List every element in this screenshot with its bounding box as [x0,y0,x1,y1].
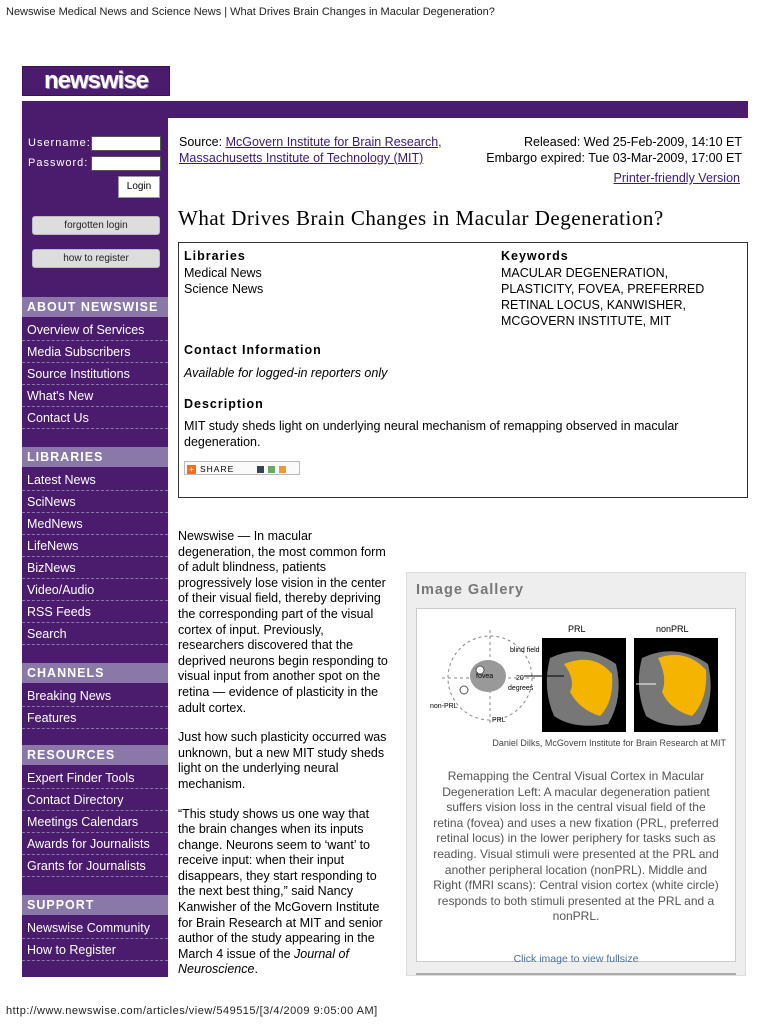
about-section-heading: ABOUT NEWSWISE [22,297,168,317]
caption-line: suffers vision loss in the central visual field of the [446,800,706,815]
source-label: Source: [179,135,223,149]
body-p3-line: Kanwisher of the McGovern Institute [178,900,380,915]
nonprl-stimulus-circle [460,686,468,694]
gallery-figure[interactable] [424,618,730,734]
body-p1-line: deprived neurons begin responding to [178,653,388,668]
caption-line: nonPRL. [552,909,600,924]
page-title-bar: Newswise Medical News and Science News | What Drives Brain Changes in Macular Degeneration? [6,6,495,18]
source-line [179,134,442,150]
body-p1-line: cortex of input. Previously, [178,622,324,637]
body-p3-last-line [178,947,398,963]
nav-whats-new[interactable]: What's New [22,385,168,407]
body-p1-line: the corresponding part of the visual [178,606,374,621]
libraries-section-heading: LIBRARIES [22,447,168,467]
view-fullsize-link[interactable]: Click image to view fullsize [513,953,639,965]
nonprl-scan-label: nonPRL [656,624,689,634]
share-plus-icon: + [187,465,196,474]
body-last-prefix: March 4 issue of the [178,946,295,961]
nav-search[interactable]: Search [22,623,168,645]
body-p3-line: for Brain Research at MIT and senior [178,915,383,930]
nav-overview-of-services[interactable]: Overview of Services [22,319,168,341]
description-line-1: MIT study sheds light on underlying neural mechanism of remapping observed in macular [184,419,679,433]
nav-video-audio[interactable]: Video/Audio [22,579,168,601]
nav-latest-news[interactable]: Latest News [22,469,168,491]
social-icon-2 [268,466,275,473]
nav-contact-us[interactable]: Contact Us [22,407,168,429]
nav-biznews[interactable]: BizNews [22,557,168,579]
libraries-label: Libraries [184,249,246,263]
body-p1-line: progressively lose vision in the center [178,575,386,590]
body-last-period: . [254,962,258,977]
keywords-line-4: MCGOVERN INSTITUTE, MIT [501,314,672,328]
body-p1-line: researchers discovered that the [178,638,354,653]
keywords-label: Keywords [501,249,569,263]
body-p2-line: Just how such plasticity occurred was [178,730,387,745]
nav-grants-for-journalists[interactable]: Grants for Journalists [22,855,168,877]
source-institution-link[interactable]: McGovern Institute for Brain Research, [225,135,442,149]
nav-how-to-register[interactable]: How to Register [22,939,168,961]
body-p3-line: disappears, they start responding to [178,868,377,883]
journal-name-part1: Journal of [294,946,349,961]
nav-expert-finder-tools[interactable]: Expert Finder Tools [22,767,168,789]
body-paragraph-1 [178,529,398,716]
keywords-line-2: PLASTICITY, FOVEA, PREFERRED [501,282,705,296]
resources-section-heading: RESOURCES [22,745,168,765]
released-date: Released: Wed 25-Feb-2009, 14:10 ET [524,135,742,149]
journal-name-part2: Neuroscience [178,962,255,977]
body-p1-line: retina — evidence of plasticity in the [178,684,379,699]
body-p2-line: light on the underlying neural [178,761,339,776]
description-line-2: degeneration. [184,435,261,449]
page-url-footer: http://www.newswise.com/articles/view/549515/[3/4/2009 9:05:00 AM] [6,1005,378,1017]
keywords-line-1: MACULAR DEGENERATION, [501,266,669,280]
caption-line: reading. Visual stimuli were presented at the PRL and [433,846,719,861]
channels-section-heading: CHANNELS [22,663,168,683]
username-input[interactable] [91,136,161,151]
prl-bottom-label: PRL [492,717,506,724]
body-p1-line: of their visual field, thereby depriving [178,591,381,606]
image-gallery-title: Image Gallery [416,582,525,598]
password-label: Password: [28,157,89,169]
forgotten-login-button[interactable]: forgotten login [32,216,160,235]
source-mit-link[interactable]: Massachusetts Institute of Technology (MIT) [179,151,424,165]
share-button[interactable] [184,461,300,475]
body-p1-line: degeneration, the most common form [178,544,386,559]
nav-lifenews[interactable]: LifeNews [22,535,168,557]
article-body [178,529,398,978]
share-label: SHARE [200,464,235,474]
nav-meetings-calendars[interactable]: Meetings Calendars [22,811,168,833]
body-p1-line: adult cortex. [178,700,247,715]
caption-line: retinal locus) in the lower periphery for tasks such as [436,831,716,846]
blind-field-label: blind field [510,647,540,654]
nav-rss-feeds[interactable]: RSS Feeds [22,601,168,623]
nav-contact-directory[interactable]: Contact Directory [22,789,168,811]
body-p2-line: mechanism. [178,776,246,791]
how-to-register-button[interactable]: how to register [32,249,160,268]
nav-source-institutions[interactable]: Source Institutions [22,363,168,385]
nav-features[interactable]: Features [22,707,168,729]
image-caption [418,769,734,925]
logo-text: newswise [43,67,149,94]
top-banner-bar [22,101,748,118]
printer-friendly-link[interactable]: Printer-friendly Version [613,171,740,185]
embargo-date: Embargo expired: Tue 03-Mar-2009, 17:00 ET [486,151,742,165]
body-p3-line: the next best thing,” said Nancy [178,884,354,899]
body-paragraph-3 [178,807,398,979]
caption-line: Degeneration Left: A macular degeneration patient [442,784,710,799]
username-label: Username: [28,137,91,149]
body-p3-line: the brain changes when its inputs [178,822,364,837]
nonprl-left-label: non-PRL [430,703,458,710]
twenty-label: 20 [516,675,524,682]
body-p3-end-line [178,962,398,978]
login-button[interactable]: Login [118,176,160,198]
caption-line: retina (fovea) and uses a new fixation (PRL, preferred [433,815,719,830]
newswise-logo[interactable] [22,66,170,96]
body-p1-line: Newswise — In macular [178,529,313,543]
nav-awards-for-journalists[interactable]: Awards for Journalists [22,833,168,855]
body-p3-line: “This study shows us one way that [178,806,370,821]
social-icon-1 [257,466,264,473]
password-input[interactable] [91,156,161,171]
body-p1-line: of adult blindness, patients [178,560,327,575]
caption-line: Remapping the Central Visual Cortex in Macular [447,769,705,783]
nav-mednews[interactable]: MedNews [22,513,168,535]
nav-scinews[interactable]: SciNews [22,491,168,513]
caption-line: responds to both stimuli presented at the PRL and a [437,893,715,908]
prl-scan-label: PRL [568,624,586,634]
body-p3-line: change. Neurons seem to ‘want’ to [178,837,371,852]
contact-information-text: Available for logged-in reporters only [184,366,388,380]
caption-line: Right (fMRI scans): Central vision cortex (white circle) [433,878,719,893]
contact-information-label: Contact Information [184,343,322,357]
body-p2-line: unknown, but a new MIT study sheds [178,745,385,760]
body-p1-line: visual input from another spot on the [178,669,381,684]
description-label: Description [184,397,264,411]
library-science-news: Science News [184,282,264,296]
nav-media-subscribers[interactable]: Media Subscribers [22,341,168,363]
social-icon-3 [279,466,286,473]
image-credit: Daniel Dilks, McGovern Institute for Brain Research at MIT [492,738,726,748]
degrees-label: degrees [508,685,534,692]
caption-line: another peripheral location (nonPRL). Middle and [444,862,708,877]
nav-breaking-news[interactable]: Breaking News [22,685,168,707]
library-medical-news: Medical News [184,266,262,280]
article-title: What Drives Brain Changes in Macular Degeneration? [178,206,664,230]
body-p3-line: receive input: when their input [178,853,345,868]
keywords-line-3: RETINAL LOCUS, KANWISHER, [501,298,686,312]
fovea-label: fovea [476,673,494,680]
support-section-heading: SUPPORT [22,895,168,915]
body-paragraph-2 [178,730,398,792]
nav-newswise-community[interactable]: Newswise Community [22,917,168,939]
body-p3-line: author of the study appearing in the [178,931,375,946]
gallery-bottom-rule [416,973,736,975]
